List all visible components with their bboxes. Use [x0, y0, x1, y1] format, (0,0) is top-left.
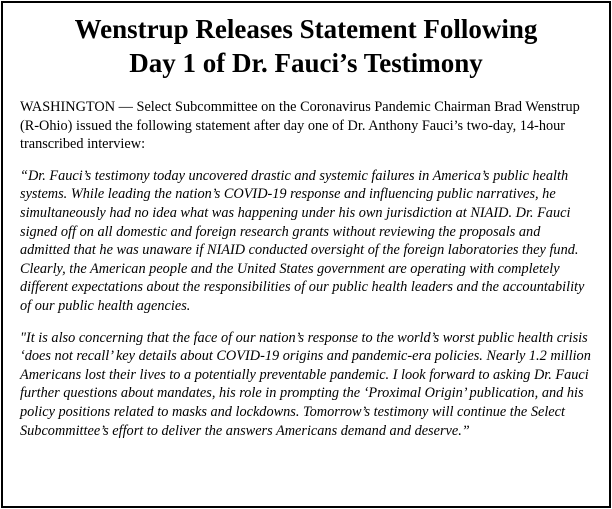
statement-frame	[1, 1, 611, 508]
statement-content	[20, 12, 592, 440]
title-line-2: Day 1 of Dr. Fauci’s Testimony	[129, 48, 483, 78]
intro-paragraph: WASHINGTON — Select Subcommittee on the Coronavirus Pandemic Chairman Brad Wenstrup (R-Ohio) issued the following statement after day one of Dr. Anthony Fauci’s two-day, 14-hour transcribed interview:	[20, 99, 580, 153]
quote-paragraph-2: "It is also concerning that the face of our nation’s response to the world’s worst public health crisis ‘does not recall’ key details about COVID-19 origins and pandemic-era policies. Nearly 1.2 million Americans lost their lives to a potentially preventable pandemic. I look forward to asking Dr. Fauci further questions about mandates, his role in prompting the ‘Proximal Origin’ publication, and his policy positions related to masks and lockdowns. Tomorrow’s testimony will continue the Select Subcommittee’s effort to deliver the answers Americans demand and deserve.”	[20, 329, 591, 439]
quote-paragraph-1: “Dr. Fauci’s testimony today uncovered drastic and systemic failures in America’s public health systems. While leading the nation’s COVID-19 response and influencing public narratives, he simultaneously had no idea what was happening under his own jurisdiction at NIAID. Dr. Fauci signed off on all domestic and foreign research grants without reviewing the proposals and admitted that he was unaware if NIAID conducted oversight of the foreign laboratories they fund. Clearly, the American people and the United States government are operating with completely different expectations about the responsibilities of our public health leaders and the accountability of our public health agencies.	[20, 167, 585, 314]
statement-title	[20, 12, 592, 80]
title-line-1: Wenstrup Releases Statement Following	[74, 14, 538, 44]
